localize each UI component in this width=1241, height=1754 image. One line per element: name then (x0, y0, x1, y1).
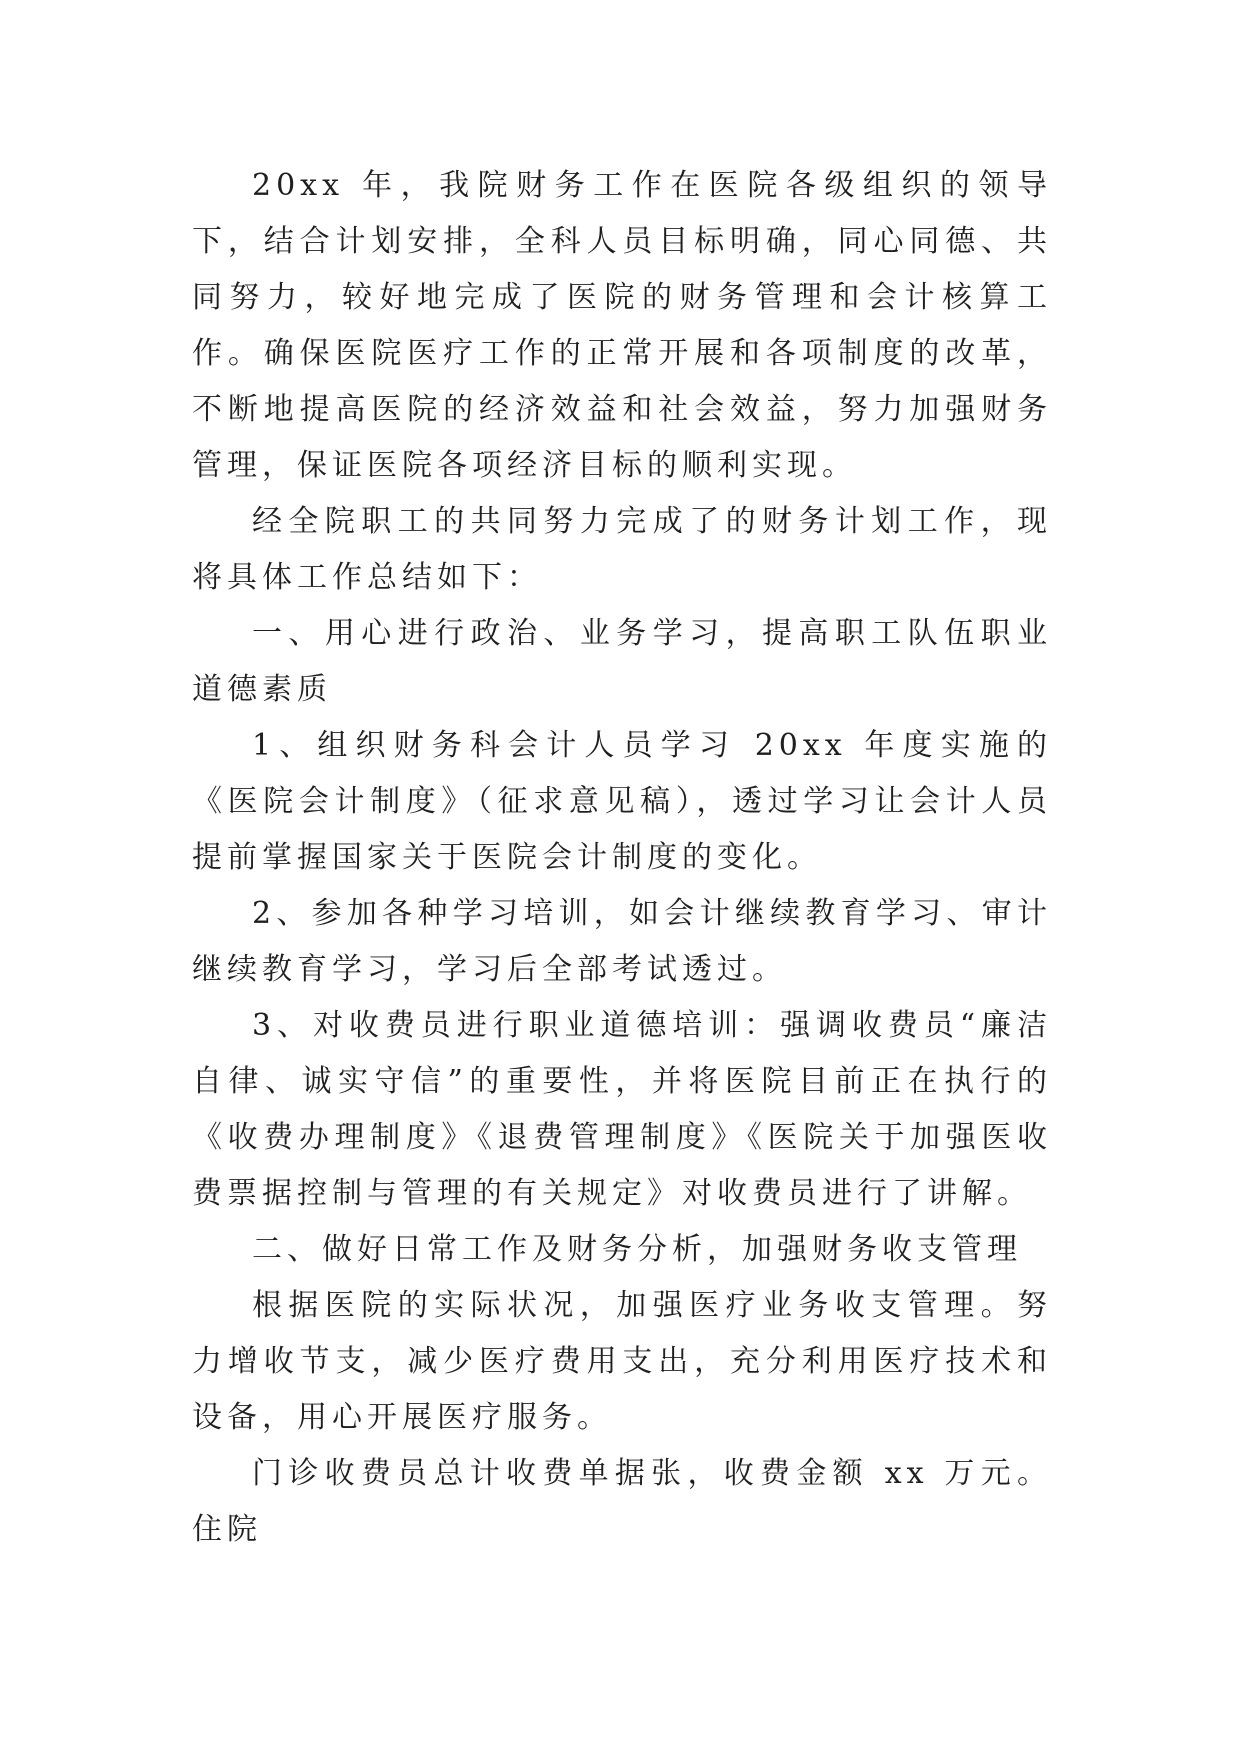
document-body (192, 158, 1052, 1558)
paragraph-item-3: 3、对收费员进行职业道德培训：强调收费员“廉洁自律、诚实守信”的重要性，并将医院目前正在执行的《收费办理制度》《退费管理制度》《医院关于加强医收费票据控制与管理的有关规定》对收费员进行了讲解。 (192, 1008, 1052, 1211)
paragraph-intro: 20xx 年，我院财务工作在医院各级组织的领导下，结合计划安排，全科人员目标明确，同心同德、共同努力，较好地完成了医院的财务管理和会计核算工作。确保医院医疗工作的正常开展和各项制度的改革，不断地提高医院的经济效益和社会效益，努力加强财务管理，保证医院各项经济目标的顺利实现。 (192, 168, 1052, 483)
paragraph-revenue-management: 根据医院的实际状况，加强医疗业务收支管理。努力增收节支，减少医疗费用支出，充分利用医疗技术和设备，用心开展医疗服务。 (192, 1288, 1052, 1435)
paragraph-item-1: 1、组织财务科会计人员学习 20xx 年度实施的《医院会计制度》（征求意见稿），透过学习让会计人员提前掌握国家关于医院会计制度的变化。 (192, 728, 1052, 875)
paragraph-item-2: 2、参加各种学习培训，如会计继续教育学习、审计继续教育学习，学习后全部考试透过。 (192, 896, 1052, 987)
paragraph-billing-stats: 门诊收费员总计收费单据张，收费金额 xx 万元。住院 (192, 1456, 1052, 1547)
section-heading-2: 二、做好日常工作及财务分析，加强财务收支管理 (252, 1232, 1022, 1267)
section-heading-1: 一、用心进行政治、业务学习，提高职工队伍职业道德素质 (192, 616, 1052, 707)
paragraph-summary-lead: 经全院职工的共同努力完成了的财务计划工作，现将具体工作总结如下： (192, 504, 1052, 595)
